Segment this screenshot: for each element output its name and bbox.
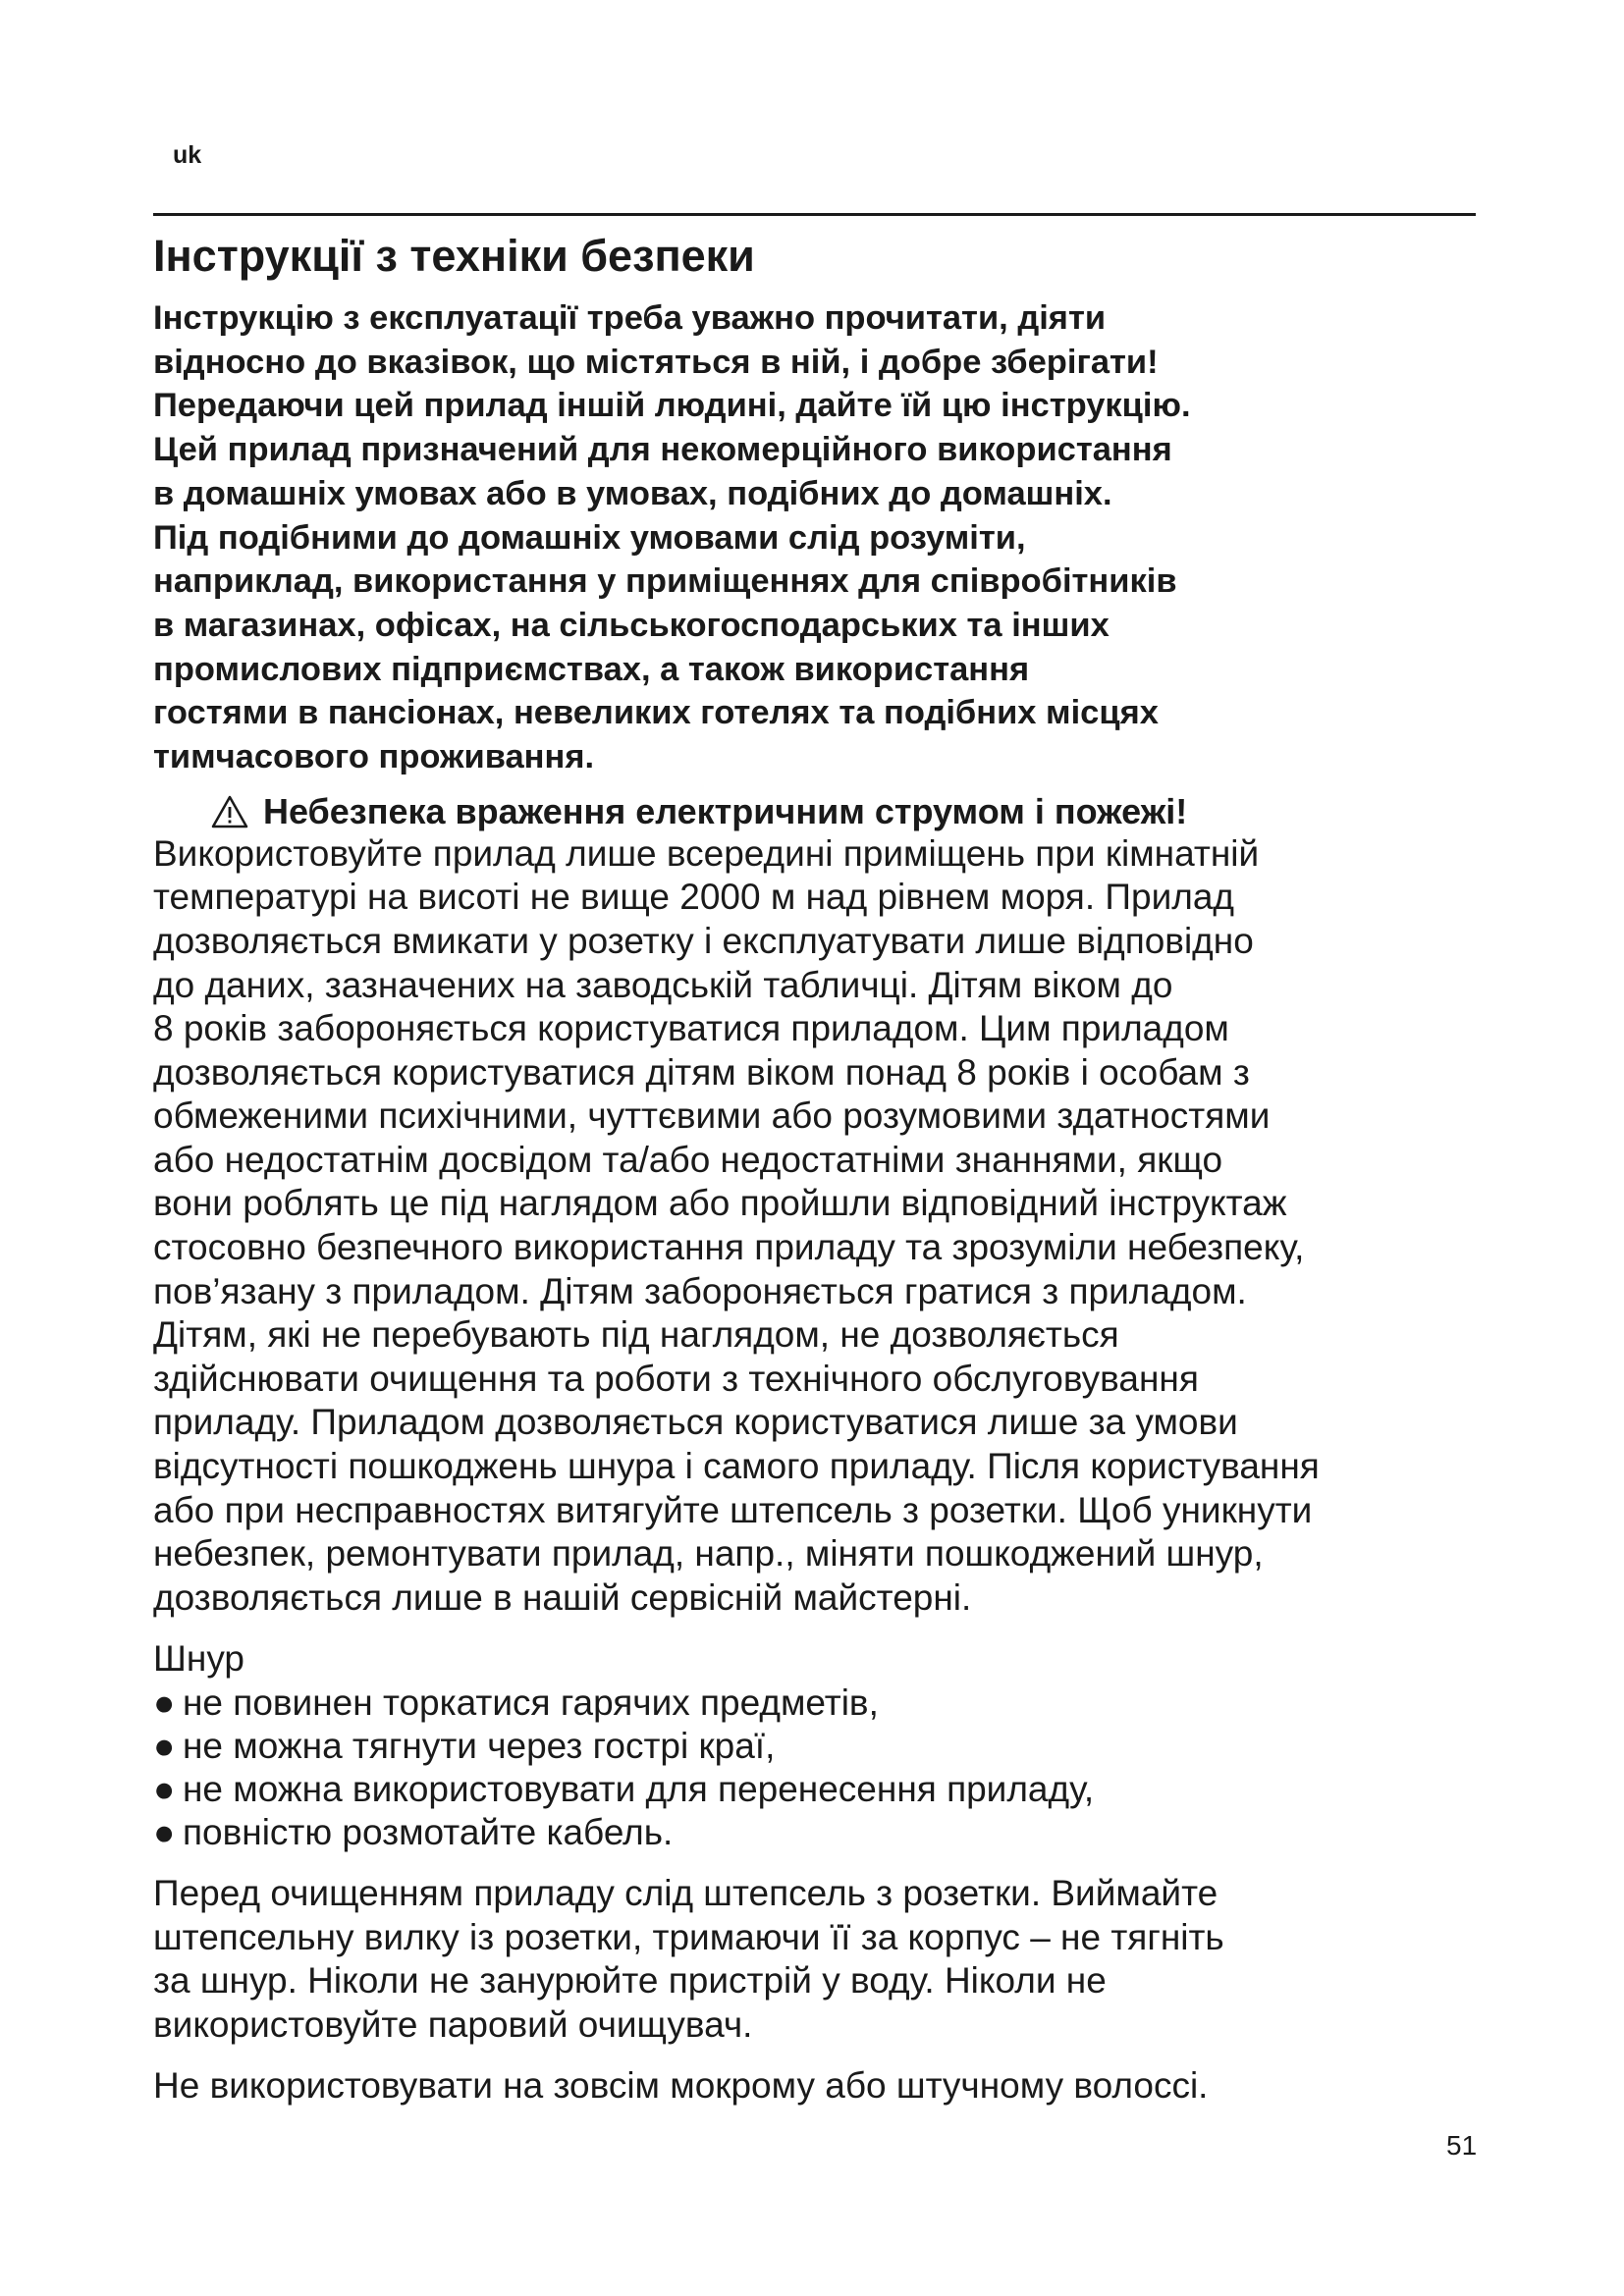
- warning-line: температурі на висоті не вище 2000 м над рівнем моря. Прилад: [153, 877, 1235, 918]
- warning-heading-text: Небезпека враження електричним струмом і пожежі!: [263, 790, 1188, 831]
- cord-list: [153, 1682, 1489, 1854]
- cleaning-line: Перед очищенням приладу слід штепсель з розетки. Виймайте: [153, 1873, 1218, 1914]
- warning-line: до даних, зазначених на заводській табличці. Дітям віком до: [153, 964, 1173, 1005]
- warning-paragraph: [153, 832, 1489, 1621]
- warning-triangle-icon: [211, 794, 248, 829]
- intro-line: тимчасового проживання.: [153, 738, 595, 776]
- cleaning-line: штепсельну вилку із розетки, тримаючи її за корпус – не тягніть: [153, 1916, 1224, 1957]
- language-code: uk: [173, 141, 202, 169]
- warning-line: або недостатнім досвідом та/або недостатніми знаннями, якщо: [153, 1139, 1223, 1180]
- warning-line: або при несправностях витягуйте штепсель з розетки. Щоб уникнути: [153, 1489, 1313, 1530]
- cord-label: Шнур: [153, 1638, 245, 1680]
- bullet-icon: ●: [153, 1682, 176, 1724]
- warning-line: дозволяється лише в нашій сервісній майстерні.: [153, 1576, 972, 1618]
- list-item: ● не можна тягнути через гострі краї,: [153, 1726, 776, 1767]
- warning-line: стосовно безпечного використання приладу та зрозуміли небезпеку,: [153, 1227, 1305, 1268]
- list-item: ● не повинен торкатися гарячих предметів,: [153, 1682, 879, 1724]
- warning-line: приладу. Приладом дозволяється користуватися лише за умови: [153, 1402, 1238, 1443]
- page-number: 51: [1446, 2130, 1478, 2161]
- cleaning-paragraph: [153, 1872, 1489, 2047]
- document-body: [153, 296, 1489, 2109]
- intro-paragraph: [153, 296, 1489, 779]
- header-rule: [153, 213, 1476, 216]
- warning-line: відсутності пошкоджень шнура і самого приладу. Після користування: [153, 1446, 1320, 1487]
- warning-line: Використовуйте прилад лише всередині приміщень при кімнатній: [153, 832, 1260, 874]
- intro-line: в домашніх умовах або в умовах, подібних до домашніх.: [153, 474, 1112, 512]
- intro-line: наприклад, використання у приміщеннях для співробітників: [153, 562, 1177, 601]
- bullet-icon: ●: [153, 1769, 176, 1810]
- warning-line: небезпек, ремонтувати прилад, напр., міняти пошкоджений шнур,: [153, 1533, 1264, 1575]
- warning-line: Дітям, які не перебувають під наглядом, не дозволяється: [153, 1314, 1119, 1356]
- intro-line: гостями в пансіонах, невеликих готелях та подібних місцях: [153, 694, 1159, 732]
- bullet-icon: ●: [153, 1812, 176, 1853]
- warning-line: дозволяється користуватися дітям віком понад 8 років і особам з: [153, 1051, 1250, 1093]
- warning-line: пов’язану з приладом. Дітям забороняється гратися з приладом.: [153, 1270, 1247, 1311]
- intro-line: відносно до вказівок, що містяться в ній, і добре зберігати!: [153, 343, 1159, 381]
- warning-line: дозволяється вмикати у розетку і експлуатувати лише відповідно: [153, 920, 1254, 961]
- cleaning-line: за шнур. Ніколи не занурюйте пристрій у воду. Ніколи не: [153, 1960, 1107, 2002]
- cleaning-line: використовуйте паровий очищувач.: [153, 2003, 753, 2045]
- intro-line: в магазинах, офісах, на сільськогосподарських та інших: [153, 606, 1110, 644]
- intro-line: промислових підприємствах, а також використання: [153, 650, 1030, 688]
- list-item: ● не можна використовувати для перенесення приладу,: [153, 1769, 1095, 1810]
- intro-line: Під подібними до домашніх умовами слід розуміти,: [153, 518, 1026, 557]
- list-item: ● повністю розмотайте кабель.: [153, 1812, 674, 1853]
- warning-heading: [153, 791, 1489, 832]
- warning-line: 8 років забороняється користуватися приладом. Цим приладом: [153, 1008, 1229, 1049]
- warning-line: вони роблять це під наглядом або пройшли відповідний інструктаж: [153, 1183, 1287, 1224]
- warning-line: обмеженими психічними, чуттєвими або розумовими здатностями: [153, 1095, 1271, 1137]
- warning-line: здійснювати очищення та роботи з технічного обслуговування: [153, 1358, 1199, 1399]
- intro-line: Цей прилад призначений для некомерційного використання: [153, 431, 1172, 469]
- final-note: Не використовувати на зовсім мокрому або штучному волоссі.: [153, 2065, 1209, 2107]
- intro-line: Інструкцію з експлуатації треба уважно прочитати, діяти: [153, 299, 1107, 337]
- page-title: Інструкції з техніки безпеки: [153, 231, 755, 281]
- bullet-icon: ●: [153, 1726, 176, 1767]
- intro-line: Передаючи цей прилад іншій людині, дайте їй цю інструкцію.: [153, 387, 1191, 425]
